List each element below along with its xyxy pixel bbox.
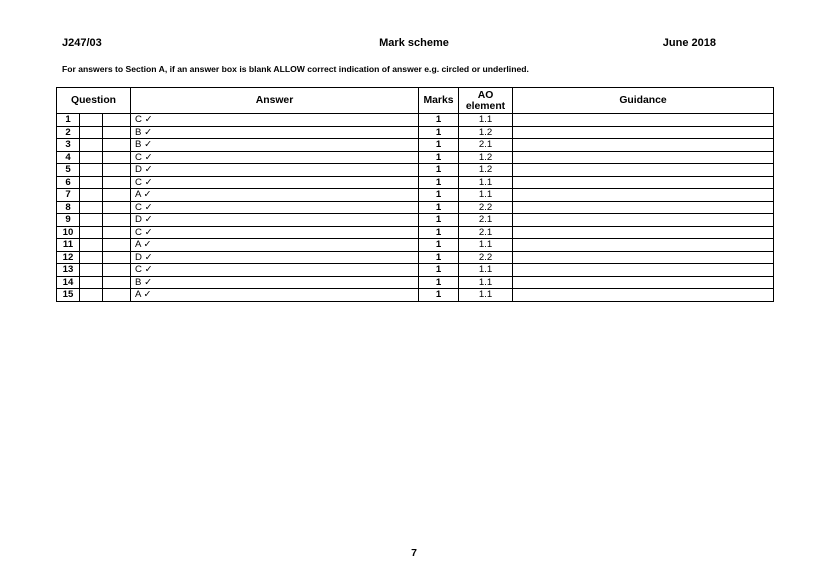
question-number-cell: 1 [57,114,80,127]
question-number-cell: 12 [57,251,80,264]
question-subpart-cell [80,251,103,264]
question-subpart-cell [80,189,103,202]
answer-cell: C ✓ [131,114,419,127]
question-subsubpart-cell [103,289,131,302]
header-question: Question [57,88,131,114]
document-code: J247/03 [62,37,102,49]
answer-cell: C ✓ [131,176,419,189]
ao-element-cell: 1.2 [459,164,513,177]
question-subpart-cell [80,164,103,177]
question-number-cell: 5 [57,164,80,177]
ao-element-cell: 1.1 [459,189,513,202]
question-subpart-cell [80,114,103,127]
guidance-cell [513,189,774,202]
question-subpart-cell [80,276,103,289]
ao-element-cell: 1.1 [459,289,513,302]
answer-cell: C ✓ [131,226,419,239]
question-number-cell: 7 [57,189,80,202]
marks-cell: 1 [419,114,459,127]
question-subsubpart-cell [103,214,131,227]
ao-element-cell: 2.2 [459,201,513,214]
header-ao-line2: element [465,100,506,112]
marks-cell: 1 [419,164,459,177]
mark-scheme-table [56,87,774,302]
ao-element-cell: 2.1 [459,214,513,227]
question-number-cell: 2 [57,126,80,139]
answer-cell: C ✓ [131,151,419,164]
guidance-cell [513,176,774,189]
question-subsubpart-cell [103,201,131,214]
header-ao-element [459,88,513,114]
question-subpart-cell [80,139,103,152]
question-number-cell: 11 [57,239,80,252]
guidance-cell [513,126,774,139]
marks-cell: 1 [419,251,459,264]
question-subsubpart-cell [103,239,131,252]
marks-cell: 1 [419,176,459,189]
question-number-cell: 15 [57,289,80,302]
question-subpart-cell [80,176,103,189]
table-row [57,201,774,214]
ao-element-cell: 1.2 [459,151,513,164]
question-subsubpart-cell [103,251,131,264]
marks-cell: 1 [419,139,459,152]
guidance-cell [513,139,774,152]
ao-element-cell: 1.1 [459,239,513,252]
question-subpart-cell [80,239,103,252]
table-row [57,239,774,252]
marks-cell: 1 [419,201,459,214]
question-subsubpart-cell [103,151,131,164]
ao-element-cell: 1.1 [459,276,513,289]
question-number-cell: 10 [57,226,80,239]
answer-cell: B ✓ [131,139,419,152]
answer-cell: C ✓ [131,264,419,277]
header-guidance: Guidance [513,88,774,114]
guidance-cell [513,114,774,127]
ao-element-cell: 1.1 [459,176,513,189]
ao-element-cell: 1.2 [459,126,513,139]
table-row [57,164,774,177]
guidance-cell [513,164,774,177]
table-row [57,214,774,227]
table-row [57,151,774,164]
ao-element-cell: 2.1 [459,226,513,239]
answer-cell: D ✓ [131,251,419,264]
table-row [57,289,774,302]
question-subsubpart-cell [103,139,131,152]
guidance-cell [513,251,774,264]
table-row [57,189,774,202]
guidance-cell [513,239,774,252]
marks-cell: 1 [419,151,459,164]
marks-cell: 1 [419,126,459,139]
question-subsubpart-cell [103,176,131,189]
question-number-cell: 3 [57,139,80,152]
ao-element-cell: 1.1 [459,264,513,277]
table-row [57,176,774,189]
question-subpart-cell [80,226,103,239]
question-subsubpart-cell [103,264,131,277]
question-number-cell: 13 [57,264,80,277]
question-number-cell: 6 [57,176,80,189]
question-subsubpart-cell [103,226,131,239]
guidance-cell [513,201,774,214]
question-subsubpart-cell [103,114,131,127]
question-subpart-cell [80,214,103,227]
document-date: June 2018 [662,37,716,49]
header-ao-line1: AO [477,89,494,101]
marks-cell: 1 [419,214,459,227]
question-number-cell: 8 [57,201,80,214]
question-number-cell: 14 [57,276,80,289]
table-body [57,114,774,302]
marks-cell: 1 [419,189,459,202]
question-subpart-cell [80,201,103,214]
table-row [57,251,774,264]
marks-cell: 1 [419,226,459,239]
marks-cell: 1 [419,289,459,302]
table-row [57,139,774,152]
table-header-row [57,88,774,114]
marks-cell: 1 [419,264,459,277]
marks-cell: 1 [419,276,459,289]
question-subsubpart-cell [103,276,131,289]
answer-cell: B ✓ [131,126,419,139]
ao-element-cell: 2.2 [459,251,513,264]
guidance-cell [513,214,774,227]
answer-cell: A ✓ [131,289,419,302]
answer-cell: A ✓ [131,189,419,202]
header-answer: Answer [131,88,419,114]
question-subsubpart-cell [103,126,131,139]
section-instruction: For answers to Section A, if an answer box is blank ALLOW correct indication of answer e.g. circled or underlined. [62,64,529,74]
guidance-cell [513,289,774,302]
question-subsubpart-cell [103,189,131,202]
question-number-cell: 9 [57,214,80,227]
page-number: 7 [411,547,417,559]
guidance-cell [513,264,774,277]
question-subsubpart-cell [103,164,131,177]
table-row [57,276,774,289]
ao-element-cell: 1.1 [459,114,513,127]
answer-cell: C ✓ [131,201,419,214]
question-subpart-cell [80,289,103,302]
question-subpart-cell [80,151,103,164]
answer-cell: D ✓ [131,214,419,227]
guidance-cell [513,276,774,289]
question-number-cell: 4 [57,151,80,164]
table-row [57,264,774,277]
answer-cell: A ✓ [131,239,419,252]
table-row [57,114,774,127]
marks-cell: 1 [419,239,459,252]
document-title: Mark scheme [379,37,449,49]
guidance-cell [513,151,774,164]
guidance-cell [513,226,774,239]
question-subpart-cell [80,264,103,277]
answer-cell: D ✓ [131,164,419,177]
ao-element-cell: 2.1 [459,139,513,152]
header-marks: Marks [419,88,459,114]
table-row [57,126,774,139]
question-subpart-cell [80,126,103,139]
answer-cell: B ✓ [131,276,419,289]
table-row [57,226,774,239]
